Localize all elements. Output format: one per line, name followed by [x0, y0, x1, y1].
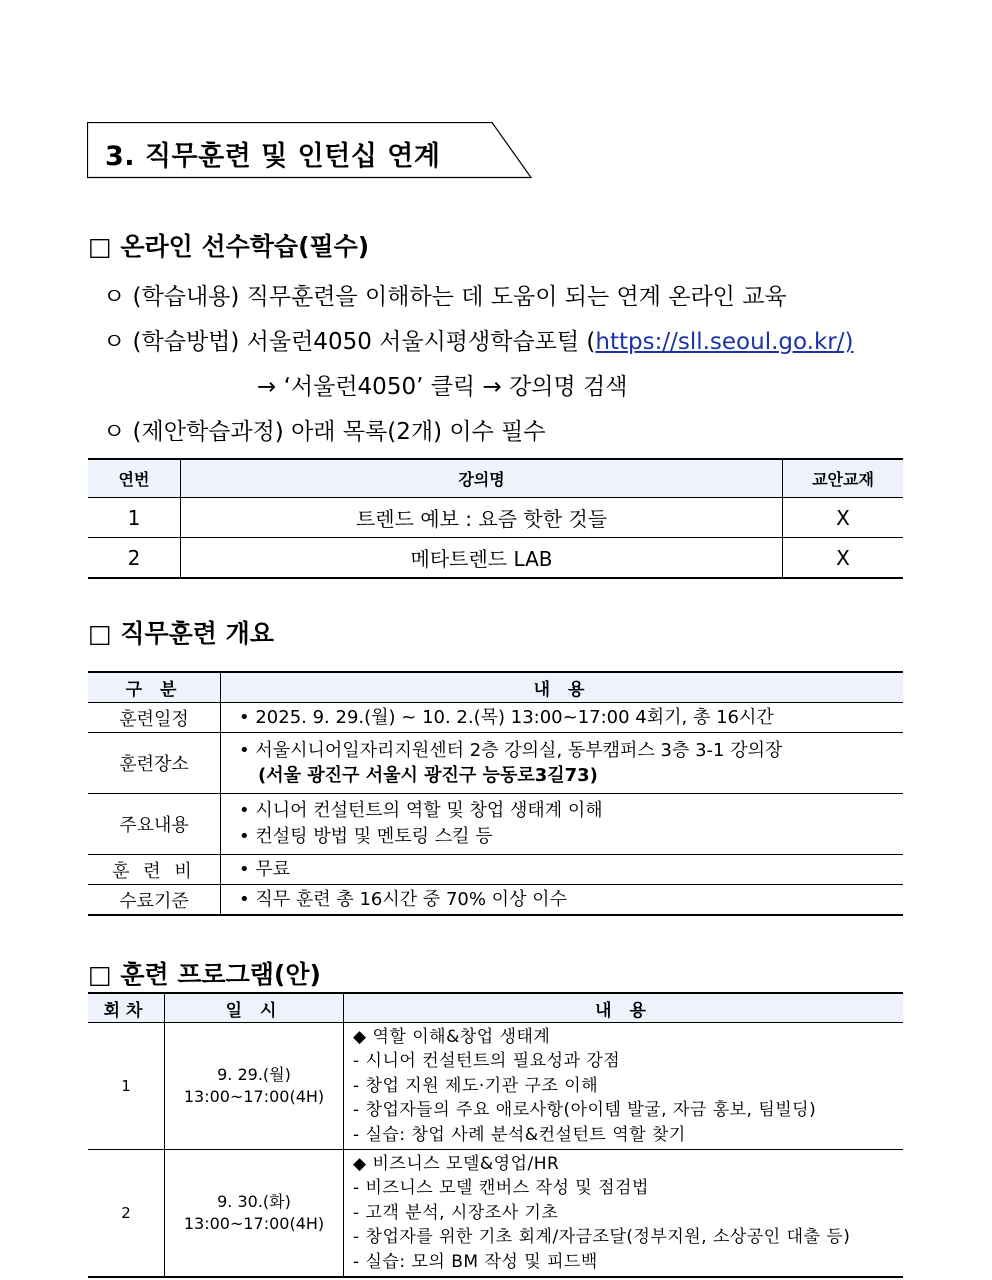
session-line: - 창업자들의 주요 애로사항(아이템 발굴, 자금 홍보, 팀빌딩): [353, 1100, 817, 1121]
session-line: - 고객 분석, 시장조사 기초: [353, 1202, 559, 1223]
col-category: 구 분: [88, 672, 221, 703]
course-material: X: [783, 538, 904, 579]
col-course: 강의명: [181, 459, 783, 498]
online-line-courses: ㅇ (제안학습과정) 아래 목록(2개) 이수 필수: [103, 419, 546, 445]
overview-heading: □ 직무훈련 개요: [88, 619, 274, 648]
online-heading: □ 온라인 선수학습(필수): [88, 232, 370, 261]
session-line: ◆ 비즈니스 모델&영업/HR: [353, 1153, 560, 1174]
session-line: - 실습: 모의 BM 작성 및 피드백: [353, 1251, 598, 1272]
table-row: [88, 885, 903, 916]
session-line: - 실습: 창업 사례 분석&컨설턴트 역할 찾기: [353, 1124, 686, 1145]
course-name: 트렌드 예보 : 요즘 핫한 것들: [181, 498, 783, 538]
table-row: [88, 1150, 903, 1278]
col-no: 연번: [88, 459, 181, 498]
course-material: X: [783, 498, 904, 538]
table-row: [88, 498, 903, 538]
program-table-header: [88, 993, 903, 1023]
overview-value: • 컨설팅 방법 및 멘토링 스킬 등: [239, 826, 493, 847]
session-time: 13:00~17:00(4H): [183, 1214, 325, 1233]
online-line-search: → ‘서울런4050’ 클릭 → 강의명 검색: [257, 374, 628, 400]
overview-key: 수료기준: [88, 885, 221, 916]
overview-value: • 시니어 컨설턴트의 역할 및 창업 생태계 이해: [239, 800, 603, 821]
session-line: - 창업자를 위한 기초 회계/자금조달(정부지원, 소상공인 대출 등): [353, 1227, 851, 1248]
overview-table: [88, 671, 903, 916]
session-time: 13:00~17:00(4H): [183, 1087, 325, 1106]
online-method-text: ㅇ (학습방법) 서울런4050 서울시평생학습포털 (: [103, 329, 596, 355]
course-no: 1: [88, 498, 181, 538]
section-title: 3. 직무훈련 및 인턴십 연계: [105, 141, 441, 172]
session-no: 1: [88, 1023, 165, 1150]
session-date: 9. 30.(화): [217, 1192, 291, 1211]
overview-key: 훈 련 비: [88, 855, 221, 885]
table-row: [88, 538, 903, 579]
portal-link[interactable]: https://sll.seoul.go.kr/): [595, 329, 854, 355]
overview-key: 훈련장소: [88, 733, 221, 794]
online-line-method: [103, 323, 853, 356]
overview-value: • 무료: [239, 858, 291, 880]
table-row: [88, 794, 903, 855]
table-row: [88, 1023, 903, 1150]
session-line: - 비즈니스 모델 캔버스 작성 및 점검법: [353, 1178, 649, 1199]
section-title-box: [87, 122, 532, 178]
program-table: [88, 992, 903, 1278]
session-no: 2: [88, 1150, 165, 1278]
overview-key: 훈련일정: [88, 703, 221, 733]
course-table-header: [88, 459, 903, 498]
session-date: 9. 29.(월): [217, 1065, 291, 1084]
table-row: [88, 733, 903, 794]
overview-table-header: [88, 672, 903, 703]
session-line: - 시니어 컨설턴트의 필요성과 강점: [353, 1051, 621, 1072]
col-session: 회차: [88, 993, 165, 1023]
col-content: 내 용: [221, 672, 904, 703]
course-name: 메타트렌드 LAB: [181, 538, 783, 579]
session-line: - 창업 지원 제도·기관 구조 이해: [353, 1075, 599, 1096]
overview-address: (서울 광진구 서울시 광진구 능동로3길73): [258, 765, 598, 786]
overview-value: • 2025. 9. 29.(월) ~ 10. 2.(목) 13:00~17:00 4회기, 총 16시간: [239, 706, 774, 728]
table-row: [88, 703, 903, 733]
course-table: [88, 458, 903, 579]
col-datetime: 일 시: [165, 993, 344, 1023]
overview-key: 주요내용: [88, 794, 221, 855]
program-heading: □ 훈련 프로그램(안): [88, 960, 321, 989]
course-no: 2: [88, 538, 181, 579]
online-line-content: ㅇ (학습내용) 직무훈련을 이해하는 데 도움이 되는 연계 온라인 교육: [103, 284, 787, 310]
table-row: [88, 855, 903, 885]
session-line: ◆ 역할 이해&창업 생태계: [353, 1026, 551, 1047]
overview-value: • 서울시니어일자리지원센터 2층 강의실, 동부캠퍼스 3층 3-1 강의장: [239, 740, 783, 761]
overview-value: • 직무 훈련 총 16시간 중 70% 이상 이수: [239, 888, 567, 910]
col-material: 교안교재: [783, 459, 904, 498]
col-program-content: 내 용: [344, 993, 904, 1023]
